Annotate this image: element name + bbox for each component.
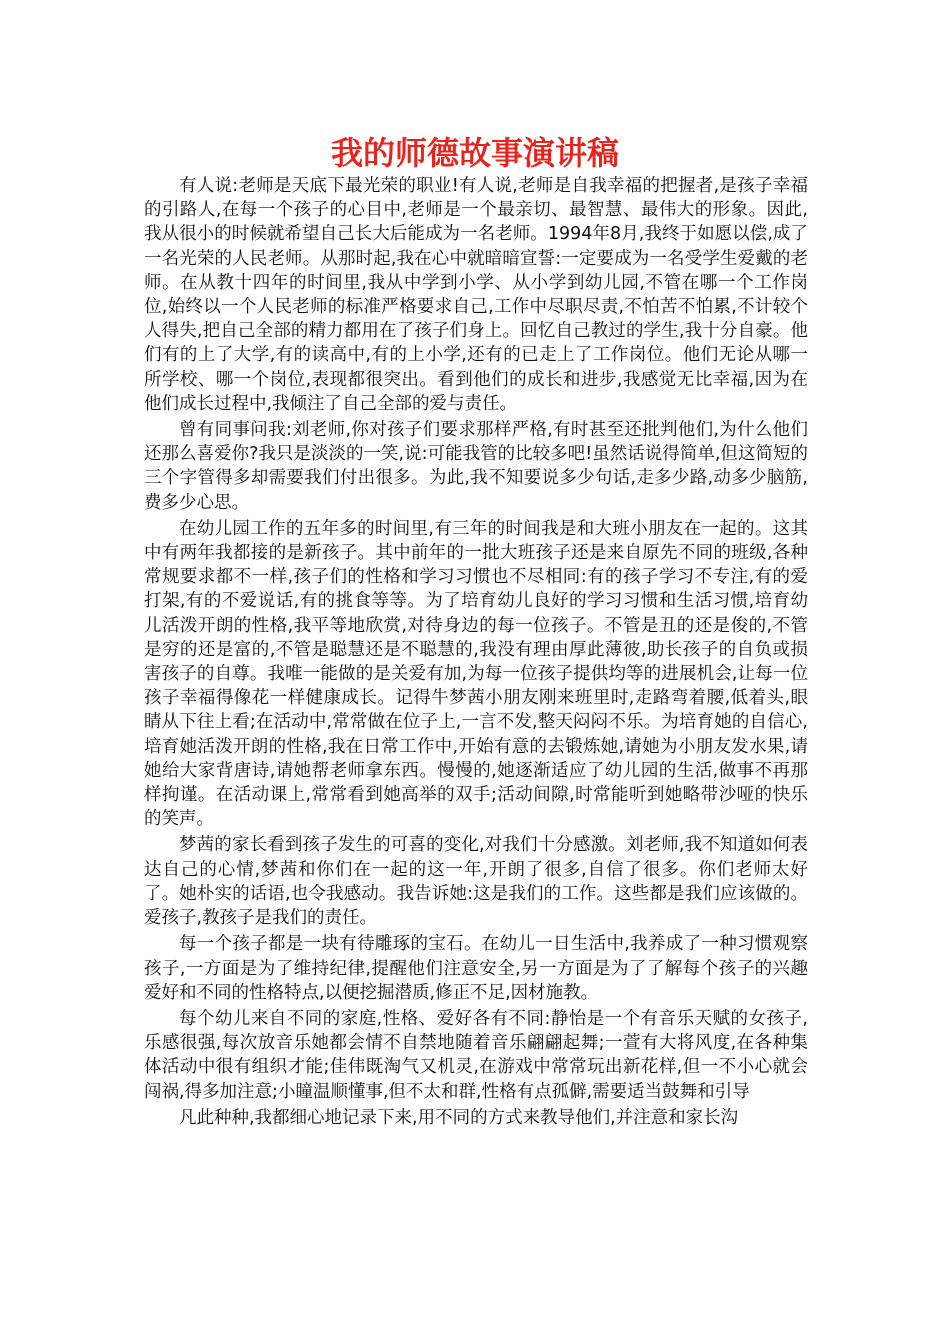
paragraph-7: 凡此种种,我都细心地记录下来,用不同的方式来教导他们,并注意和家长沟 xyxy=(179,1107,739,1128)
paragraph-5: 每一个孩子都是一块有待雕琢的宝石。在幼儿一日生活中,我养成了一种习惯观察孩子,一方面是为了维持纪律,提醒他们注意安全,另一方面是为了了解每个孩子的兴趣爱好和不同的性格特点,以便挖掘潜质,修正不足,因材施教。 xyxy=(144,934,808,1003)
paragraph-3: 在幼儿园工作的五年多的时间里,有三年的时间我是和大班小朋友在一起的。这其中有两年我都接的是新孩子。其中前年的一批大班孩子还是来自原先不同的班级,各种常规要求都不一样,孩子们的性格和学习习惯也不尽相同:有的孩子学习不专注,有的爱打架,有的不爱说话,有的挑食等等。为了培育幼儿良好的学习习惯和生活习惯,培育幼儿活泼开朗的性格,我平等地欣赏,对待身边的每一位孩子。不管是丑的还是俊的,不管是穷的还是富的,不管是聪慧还是不聪慧的,我没有理由厚此薄彼,助长孩子的自负或损害孩子的自尊。我唯一能做的是关爱有加,为每一位孩子提供均等的进展机会,让每一位孩子幸福得像花一样健康成长。记得牛梦茜小朋友刚来班里时,走路弯着腰,低着头,眼睛从下往上看;在活动中,常常做在位子上,一言不发,整天闷闷不乐。为培育她的自信心,培育她活泼开朗的性格,我在日常工作中,开始有意的去锻炼她,请她为小朋友发水果,请她给大家背唐诗,请她帮老师拿东西。慢慢的,她逐渐适应了幼儿园的生活,做事不再那样拘谨。在活动课上,常常看到她高举的双手;活动间隙,时常能听到她略带沙哑的快乐的笑声。 xyxy=(144,518,808,830)
document-body xyxy=(144,174,808,1132)
document-title: 我的师德故事演讲稿 xyxy=(330,134,619,172)
paragraph-4: 梦茜的家长看到孩子发生的可喜的变化,对我们十分感激。刘老师,我不知道如何表达自己的心情,梦茜和你们在一起的这一年,开朗了很多,自信了很多。你们老师太好了。她朴实的话语,也令我感动。我告诉她:这是我们的工作。这些都是我们应该做的。爱孩子,教孩子是我们的责任。 xyxy=(144,835,808,929)
paragraph-6: 每个幼儿来自不同的家庭,性格、爱好各有不同:静怡是一个有音乐天赋的女孩子,乐感很强,每次放音乐她都会情不自禁地随着音乐翩翩起舞;一萱有大将风度,在各种集体活动中很有组织才能;佳伟既淘气又机灵,在游戏中常常玩出新花样,但一不小心就会闯祸,得多加注意;小瞳温顺懂事,但不太和群,性格有点孤僻,需要适当鼓舞和引导 xyxy=(144,1008,808,1102)
paragraph-2: 曾有同事问我:刘老师,你对孩子们要求那样严格,有时甚至还批判他们,为什么他们还那么喜爱你?我只是淡淡的一笑,说:可能我管的比较多吧!虽然话说得简单,但这简短的三个字管得多却需要我们付出很多。为此,我不知要说多少句话,走多少路,动多少脑筋,费多少心思。 xyxy=(144,420,808,513)
paragraph-1: 有人说:老师是天底下最光荣的职业!有人说,老师是自我幸福的把握者,是孩子幸福的引路人,在每一个孩子的心目中,老师是一个最亲切、最智慧、最伟大的形象。因此,我从很小的时候就希望自己长大后能成为一名老师。1994年8月,我终于如愿以偿,成了一名光荣的人民老师。从那时起,我在心中就暗暗宣誓:一定要成为一名受学生爱戴的老师。在从教十四年的时间里,我从中学到小学、从小学到幼儿园,不管在哪一个工作岗位,始终以一个人民老师的标准严格要求自己,工作中尽职尽责,不怕苦不怕累,不计较个人得失,把自己全部的精力都用在了孩子们身上。回忆自己教过的学生,我十分自豪。他们有的上了大学,有的读高中,有的上小学,还有的已走上了工作岗位。他们无论从哪一所学校、哪一个岗位,表现都很突出。看到他们的成长和进步,我感觉无比幸福,因为在他们成长过程中,我倾注了自己全部的爱与责任。 xyxy=(144,176,808,414)
